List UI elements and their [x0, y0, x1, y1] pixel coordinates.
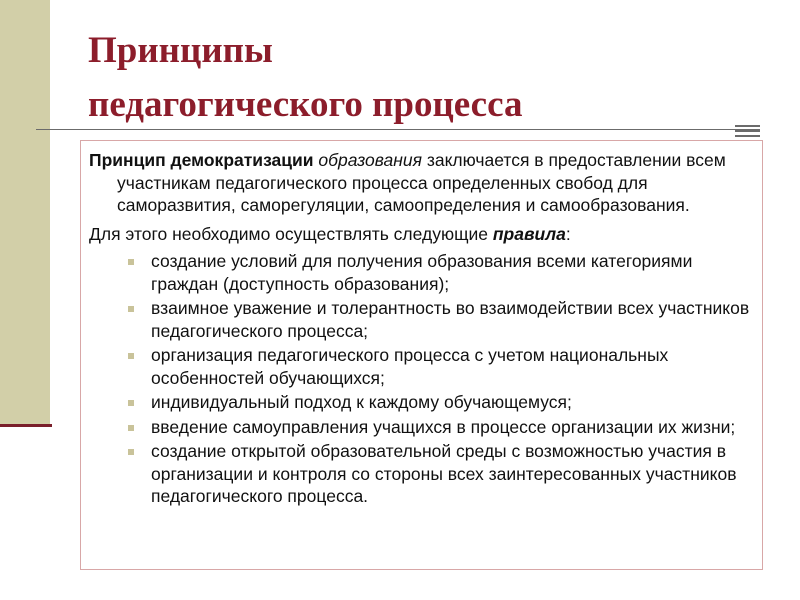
rules-intro-paragraph	[89, 223, 752, 246]
principle-term-italic: образования	[318, 150, 422, 170]
rule-item: создание открытой образовательной среды с возможностью участия в организации и контроля со стороны всех заинтересованных участников педагогического процесса.	[151, 440, 752, 508]
rules-intro-text: Для этого необходимо осуществлять следующие	[89, 223, 493, 244]
rules-intro-colon: :	[565, 223, 571, 244]
principle-term: Принцип демократизации	[89, 150, 314, 170]
rule-item: введение самоуправления учащихся в процессе организации их жизни;	[151, 416, 752, 439]
rule-item: создание условий для получения образования всеми категориями граждан (доступность образования);	[151, 250, 752, 295]
rules-intro-emphasis: правила	[492, 223, 566, 244]
rule-item: взаимное уважение и толерантность во взаимодействии всех участников педагогического процесса;	[151, 297, 752, 342]
rule-item: индивидуальный подход к каждому обучающемуся;	[151, 391, 752, 414]
rule-item: организация педагогического процесса с учетом национальных особенностей обучающихся;	[151, 344, 752, 389]
content-box	[80, 140, 763, 570]
slide-title-line-2: педагогического процесса	[88, 84, 523, 125]
rules-list	[89, 250, 752, 508]
principle-description: заключается в предоставлении всем участникам педагогического процесса определенных свобод для саморазвития, саморегуляции, самоопределения и самообразования.	[117, 150, 726, 215]
democratization-principle-paragraph	[89, 149, 752, 217]
slide-title-line-1: Принципы	[88, 30, 273, 71]
divider-decoration	[735, 125, 760, 140]
title-divider	[36, 129, 760, 130]
slide-title	[88, 24, 768, 132]
left-accent-bar	[0, 0, 50, 425]
left-accent-underline	[0, 424, 52, 427]
